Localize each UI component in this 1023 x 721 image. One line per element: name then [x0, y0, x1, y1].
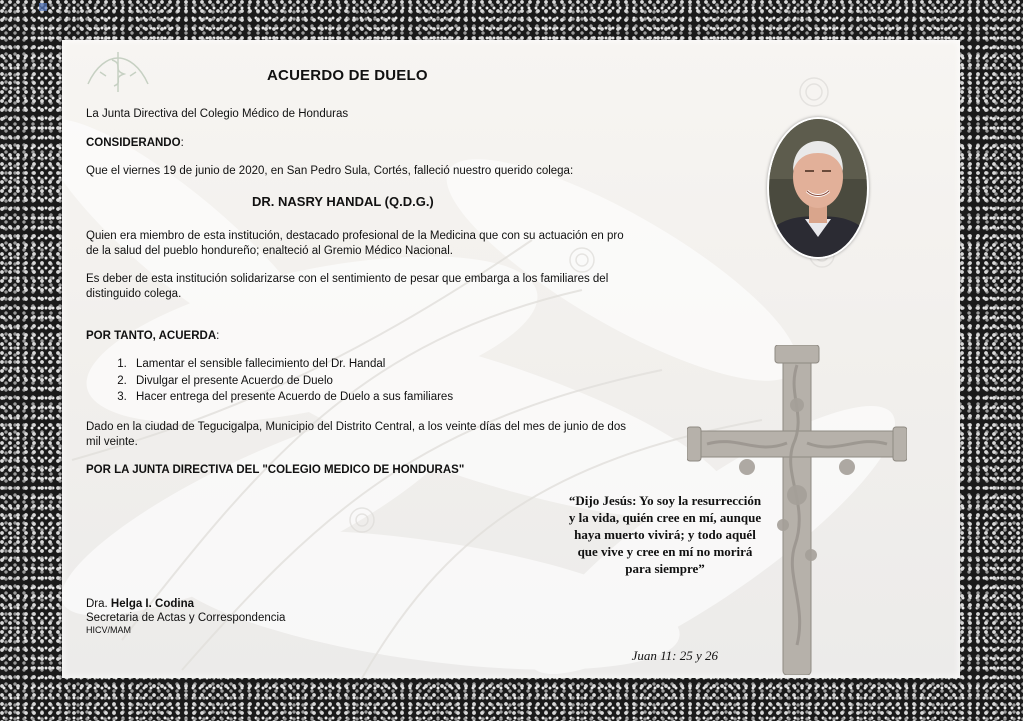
resolutions-list [86, 356, 453, 406]
paragraph-member: Quien era miembro de esta institución, destacado profesional de la Medicina que con su actuación en pro de la salud del pueblo hondureño; enalteció al Gremio Médico Nacional. [86, 230, 624, 257]
considering-colon: : [180, 137, 184, 149]
deceased-portrait [769, 119, 867, 257]
signature-block [86, 597, 285, 636]
document-title: ACUERDO DE DUELO [267, 67, 428, 84]
resolves-heading [86, 329, 219, 344]
signature-name: Helga I. Codina [110, 598, 194, 610]
portrait-frame [767, 117, 869, 259]
given-at-paragraph: Dado en la ciudad de Tegucigalpa, Municipio del Distrito Central, a los veinte días del mes de junio de dos mil veinte. [86, 421, 626, 448]
medical-college-logo-watermark [80, 46, 156, 96]
considering-heading [86, 136, 184, 151]
paragraph-death: Que el viernes 19 de junio de 2020, en San Pedro Sula, Cortés, falleció nuestro querido colega: [86, 165, 574, 177]
considering-label: CONSIDERANDO [86, 137, 181, 149]
bible-reference: Juan 11: 25 y 26 [631, 648, 718, 663]
list-item: 2. Divulgar el presente Acuerdo de Duelo [130, 373, 453, 390]
resolves-colon: : [216, 330, 220, 342]
corner-mark-icon [38, 2, 48, 12]
intro-line: La Junta Directiva del Colegio Médico de Honduras [86, 108, 349, 120]
signature-initials: HICV/MAM [86, 625, 131, 635]
bible-quote: “Dijo Jesús: Yo soy la resurrección y la vida, quién cree en mí, aunque haya muerto vivirá; y todo aquél que vive y cree en mí no morirá para siempre” [568, 493, 762, 576]
signature-name-line [86, 597, 285, 611]
list-item: 1. Lamentar el sensible fallecimiento del Dr. Handal [130, 356, 453, 373]
list-item: 3. Hacer entrega del presente Acuerdo de Duelo a sus familiares [130, 389, 453, 406]
signature-role: Secretaria de Actas y Correspondencia [86, 612, 286, 624]
deceased-name: DR. NASRY HANDAL (Q.D.G.) [252, 194, 434, 209]
condolence-document [62, 40, 960, 678]
paragraph-duty: Es deber de esta institución solidarizarse con el sentimiento de pesar que embarga a los familiares del distinguido colega. [86, 273, 609, 300]
board-line: POR LA JUNTA DIRECTIVA DEL "COLEGIO MEDICO DE HONDURAS" [86, 464, 465, 476]
signature-prefix: Dra. [86, 598, 111, 610]
resolves-label: POR TANTO, ACUERDA [86, 330, 217, 342]
